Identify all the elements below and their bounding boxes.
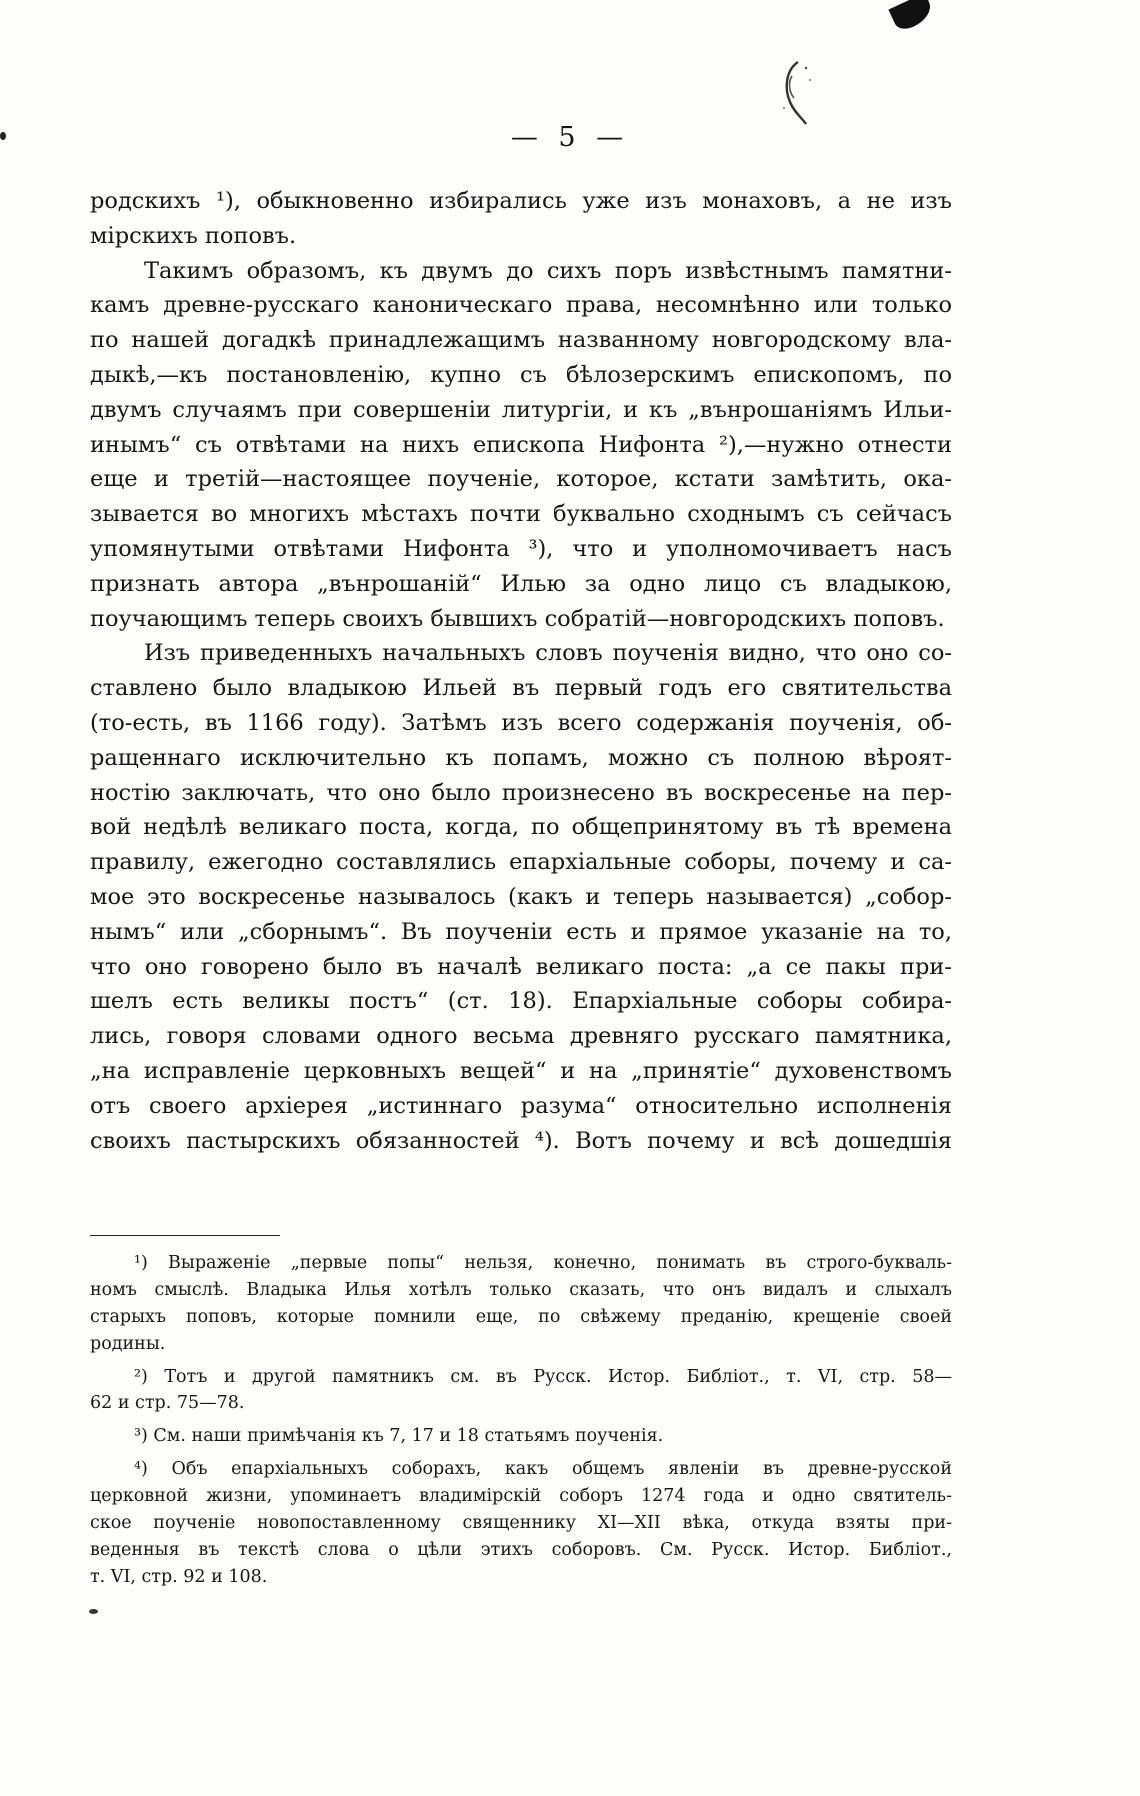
ink-blot: [888, 0, 935, 33]
text-line: шелъ есть великы постъ“ (ст. 18). Епархіальные соборы собира-: [90, 988, 952, 1015]
text-line: Такимъ образомъ, къ двумъ до сихъ поръ извѣстнымъ памятни-: [144, 257, 952, 284]
text-line: поучающимъ теперь своихъ бывшихъ собратій—новгородскихъ поповъ.: [90, 605, 945, 632]
text-line: (то-есть, въ 1166 году). Затѣмъ изъ всего содержанія поученія, об-: [90, 709, 952, 736]
text-line: зывается во многихъ мѣстахъ почти буквально сходнымъ съ сейчасъ: [90, 501, 952, 528]
text-line: ностію заключать, что оно было произнесено въ воскресенье на пер-: [90, 779, 952, 806]
text-line: камъ древне-русскаго каноническаго права, несомнѣнно или только: [90, 292, 952, 319]
footnote-line: ⁴) Объ епархіальныхъ соборахъ, какъ общемъ явленіи въ древне-русской: [134, 1459, 952, 1480]
text-line: своихъ пастырскихъ обязанностей ⁴). Вотъ почему и всѣ дошедшія: [90, 1127, 952, 1154]
footnote-line: т. VI, стр. 92 и 108.: [90, 1566, 268, 1587]
text-line: ставлено было владыкою Ильей въ первый годъ его святительства: [90, 675, 952, 702]
text-line: правилу, ежегодно составлялись епархіальные соборы, почему и са-: [90, 849, 952, 876]
text-line: мое это воскресенье называлось (какъ и теперь называется) „собор-: [90, 883, 952, 910]
text-line: мірскихъ поповъ.: [90, 222, 297, 249]
main-text: [90, 184, 952, 1158]
footnote-line: церковной жизни, упоминаетъ владимірскій соборъ 1274 года и одно святитель-: [90, 1486, 952, 1507]
footnote-divider: [90, 1235, 280, 1236]
text-line: инымъ“ съ отвѣтами на нихъ епископа Нифонта ²),—нужно отнести: [90, 431, 952, 458]
footnote-line: номъ смыслѣ. Владыка Илья хотѣлъ только сказать, что онъ видалъ и слыхалъ: [90, 1279, 952, 1300]
text-line: „на исправленіе церковныхъ вещей“ и на „принятіе“ духовенствомъ: [90, 1057, 952, 1084]
text-line: родскихъ ¹), обыкновенно избирались уже изъ монаховъ, а не изъ: [90, 188, 952, 214]
text-line: нымъ“ или „сборнымъ“. Въ поученіи есть и прямое указаніе на то,: [90, 918, 952, 945]
text-line: дыкѣ,—къ постановленію, купно съ бѣлозерскимъ епископомъ, по: [90, 361, 952, 388]
text-line: вой недѣлѣ великаго поста, когда, по общепринятому въ тѣ времена: [90, 814, 952, 841]
footnote-line: ¹) Выраженіе „первые попы“ нельзя, конечно, понимать въ строго-букваль-: [134, 1253, 952, 1273]
text-line: отъ своего архіерея „истиннаго разума“ относительно исполненія: [90, 1092, 952, 1119]
footnote-line: 62 и стр. 75—78.: [90, 1393, 245, 1414]
text-line: упомянутыми отвѣтами Нифонта ³), что и уполномочиваетъ насъ: [90, 535, 952, 562]
text-line: двумъ случаямъ при совершеніи литургіи, и къ „вънрошаніямъ Ильи-: [90, 396, 952, 423]
footnote-line: веденныя въ текстѣ слова о цѣли этихъ соборовъ. См. Русск. Истор. Библіот.,: [90, 1539, 952, 1560]
page-number: — 5 —: [510, 122, 630, 153]
text-line: по нашей догадкѣ принадлежащимъ названному новгородскому вла-: [90, 327, 952, 354]
text-line: ращеннаго исключительно къ попамъ, можно съ полною вѣроят-: [90, 744, 952, 771]
footnotes: [90, 1250, 952, 1591]
text-line: еще и третій—настоящее поученіе, которое, кстати замѣтить, ока-: [90, 466, 952, 493]
footnote-line: ³) См. наши примѣчанія къ 7, 17 и 18 статьямъ поученія.: [134, 1426, 664, 1447]
footnote-line: ское поученіе новопоставленному священнику XI—XII вѣка, откуда взяты при-: [90, 1513, 952, 1534]
text-line: признать автора „вънрошаній“ Илью за одно лицо съ владыкою,: [90, 570, 952, 597]
ink-smudge: [776, 58, 816, 128]
text-line: что оно говорено было въ началѣ великаго поста: „а се пакы при-: [90, 953, 952, 980]
footnote-line: старыхъ поповъ, которые помнили еще, по свѣжему преданію, крещеніе своей: [90, 1306, 952, 1327]
footnote-line: родины.: [90, 1333, 166, 1354]
stray-mark: [89, 1609, 98, 1614]
text-line: Изъ приведенныхъ начальныхъ словъ поученія видно, что оно со-: [144, 640, 952, 667]
footnote-line: ²) Тотъ и другой памятникъ см. въ Русск. Истор. Библіот., т. VI, стр. 58—: [134, 1366, 952, 1387]
text-line: лись, говоря словами одного весьма древняго русскаго памятника,: [90, 1023, 952, 1050]
